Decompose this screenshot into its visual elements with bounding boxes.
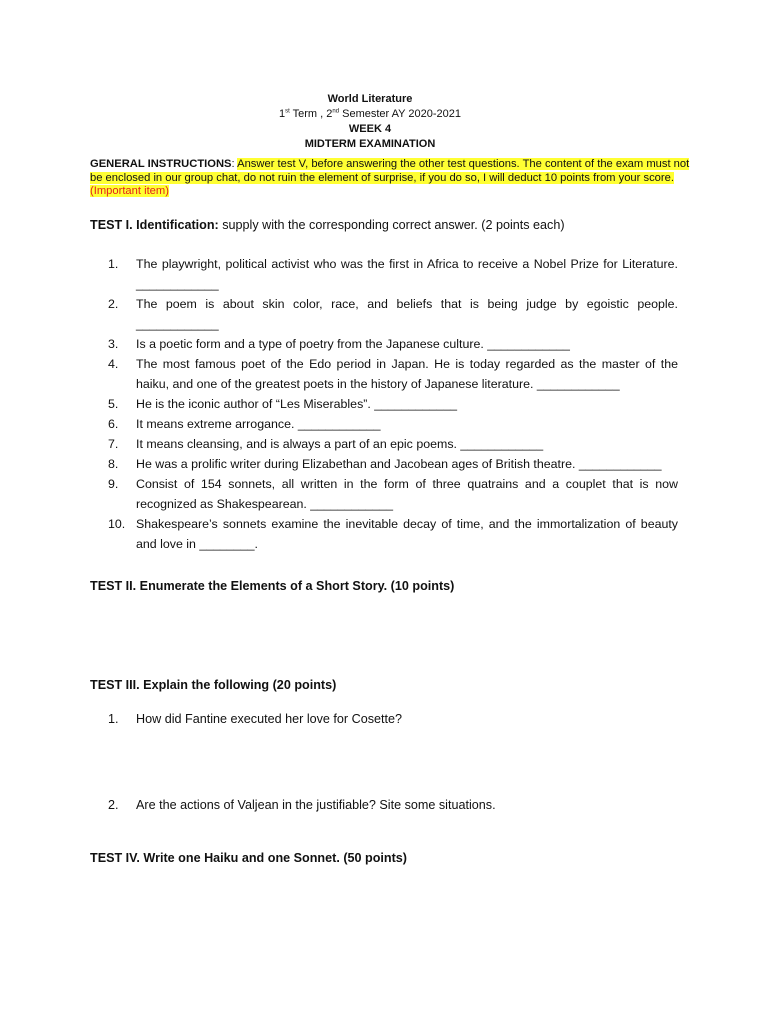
test3-heading: TEST III. Explain the following (20 points) [90,678,337,692]
week-label: WEEK 4 [348,123,392,135]
course-title: World Literature [327,93,413,105]
test3-question-1: 1. How did Fantine executed her love for Cosette? [108,712,403,726]
term-line: 1st Term , 2nd Semester AY 2020-2021 [279,108,461,120]
instructions-text: Answer test V, before answering the other test questions. The content of the exam must not be enclosed in our group chat, do not ruin the element of surprise, if you do so, I will deduct 10 points from your score. [90,158,690,184]
test4-heading: TEST IV. Write one Haiku and one Sonnet. (50 points) [90,851,407,865]
list-item: 9. Consist of 154 sonnets, all written in the form of three quatrains and a couplet that is now recognized as Shakespearean. ____________ [108,477,678,511]
test1-heading: TEST I. Identification: supply with the corresponding correct answer. (2 points each) [90,218,565,232]
instructions-label: GENERAL INSTRUCTIONS [90,158,232,170]
list-item: 3. Is a poetic form and a type of poetry from the Japanese culture. ____________ [108,337,570,351]
test3-question-2: 2. Are the actions of Valjean in the justifiable? Site some situations. [108,798,496,812]
test1-list [108,254,678,554]
general-instructions: GENERAL INSTRUCTIONS: Answer test V, before answering the other test questions. The content of the exam must not be enclosed in our group chat, do not ruin the element of surprise, if you do so, I will deduct 10 points from your score. (Important item) [90,158,690,197]
list-item: 8. He was a prolific writer during Elizabethan and Jacobean ages of British theatre. ____________ [108,457,662,471]
list-item: 6. It means extreme arrogance. ____________ [108,417,381,431]
exam-title: MIDTERM EXAMINATION [304,138,436,150]
important-note: (Important item) [90,185,169,197]
test2-heading: TEST II. Enumerate the Elements of a Short Story. (10 points) [90,579,455,593]
document-header [0,92,740,152]
list-item: 5. He is the iconic author of “Les Miserables”. ____________ [108,397,457,411]
list-item: 10. Shakespeare’s sonnets examine the inevitable decay of time, and the immortalization of beauty and love in ________. [108,517,678,551]
list-item: 1. The playwright, political activist who was the first in Africa to receive a Nobel Prize for Literature. ____________ [108,257,678,291]
list-item: 4. The most famous poet of the Edo period in Japan. He is today regarded as the master of the haiku, and one of the greatest poets in the history of Japanese literature. ____________ [108,357,678,391]
list-item: 7. It means cleansing, and is always a part of an epic poems. ____________ [108,437,544,451]
list-item: 2. The poem is about skin color, race, and beliefs that is being judge by egoistic people. ____________ [108,297,678,331]
